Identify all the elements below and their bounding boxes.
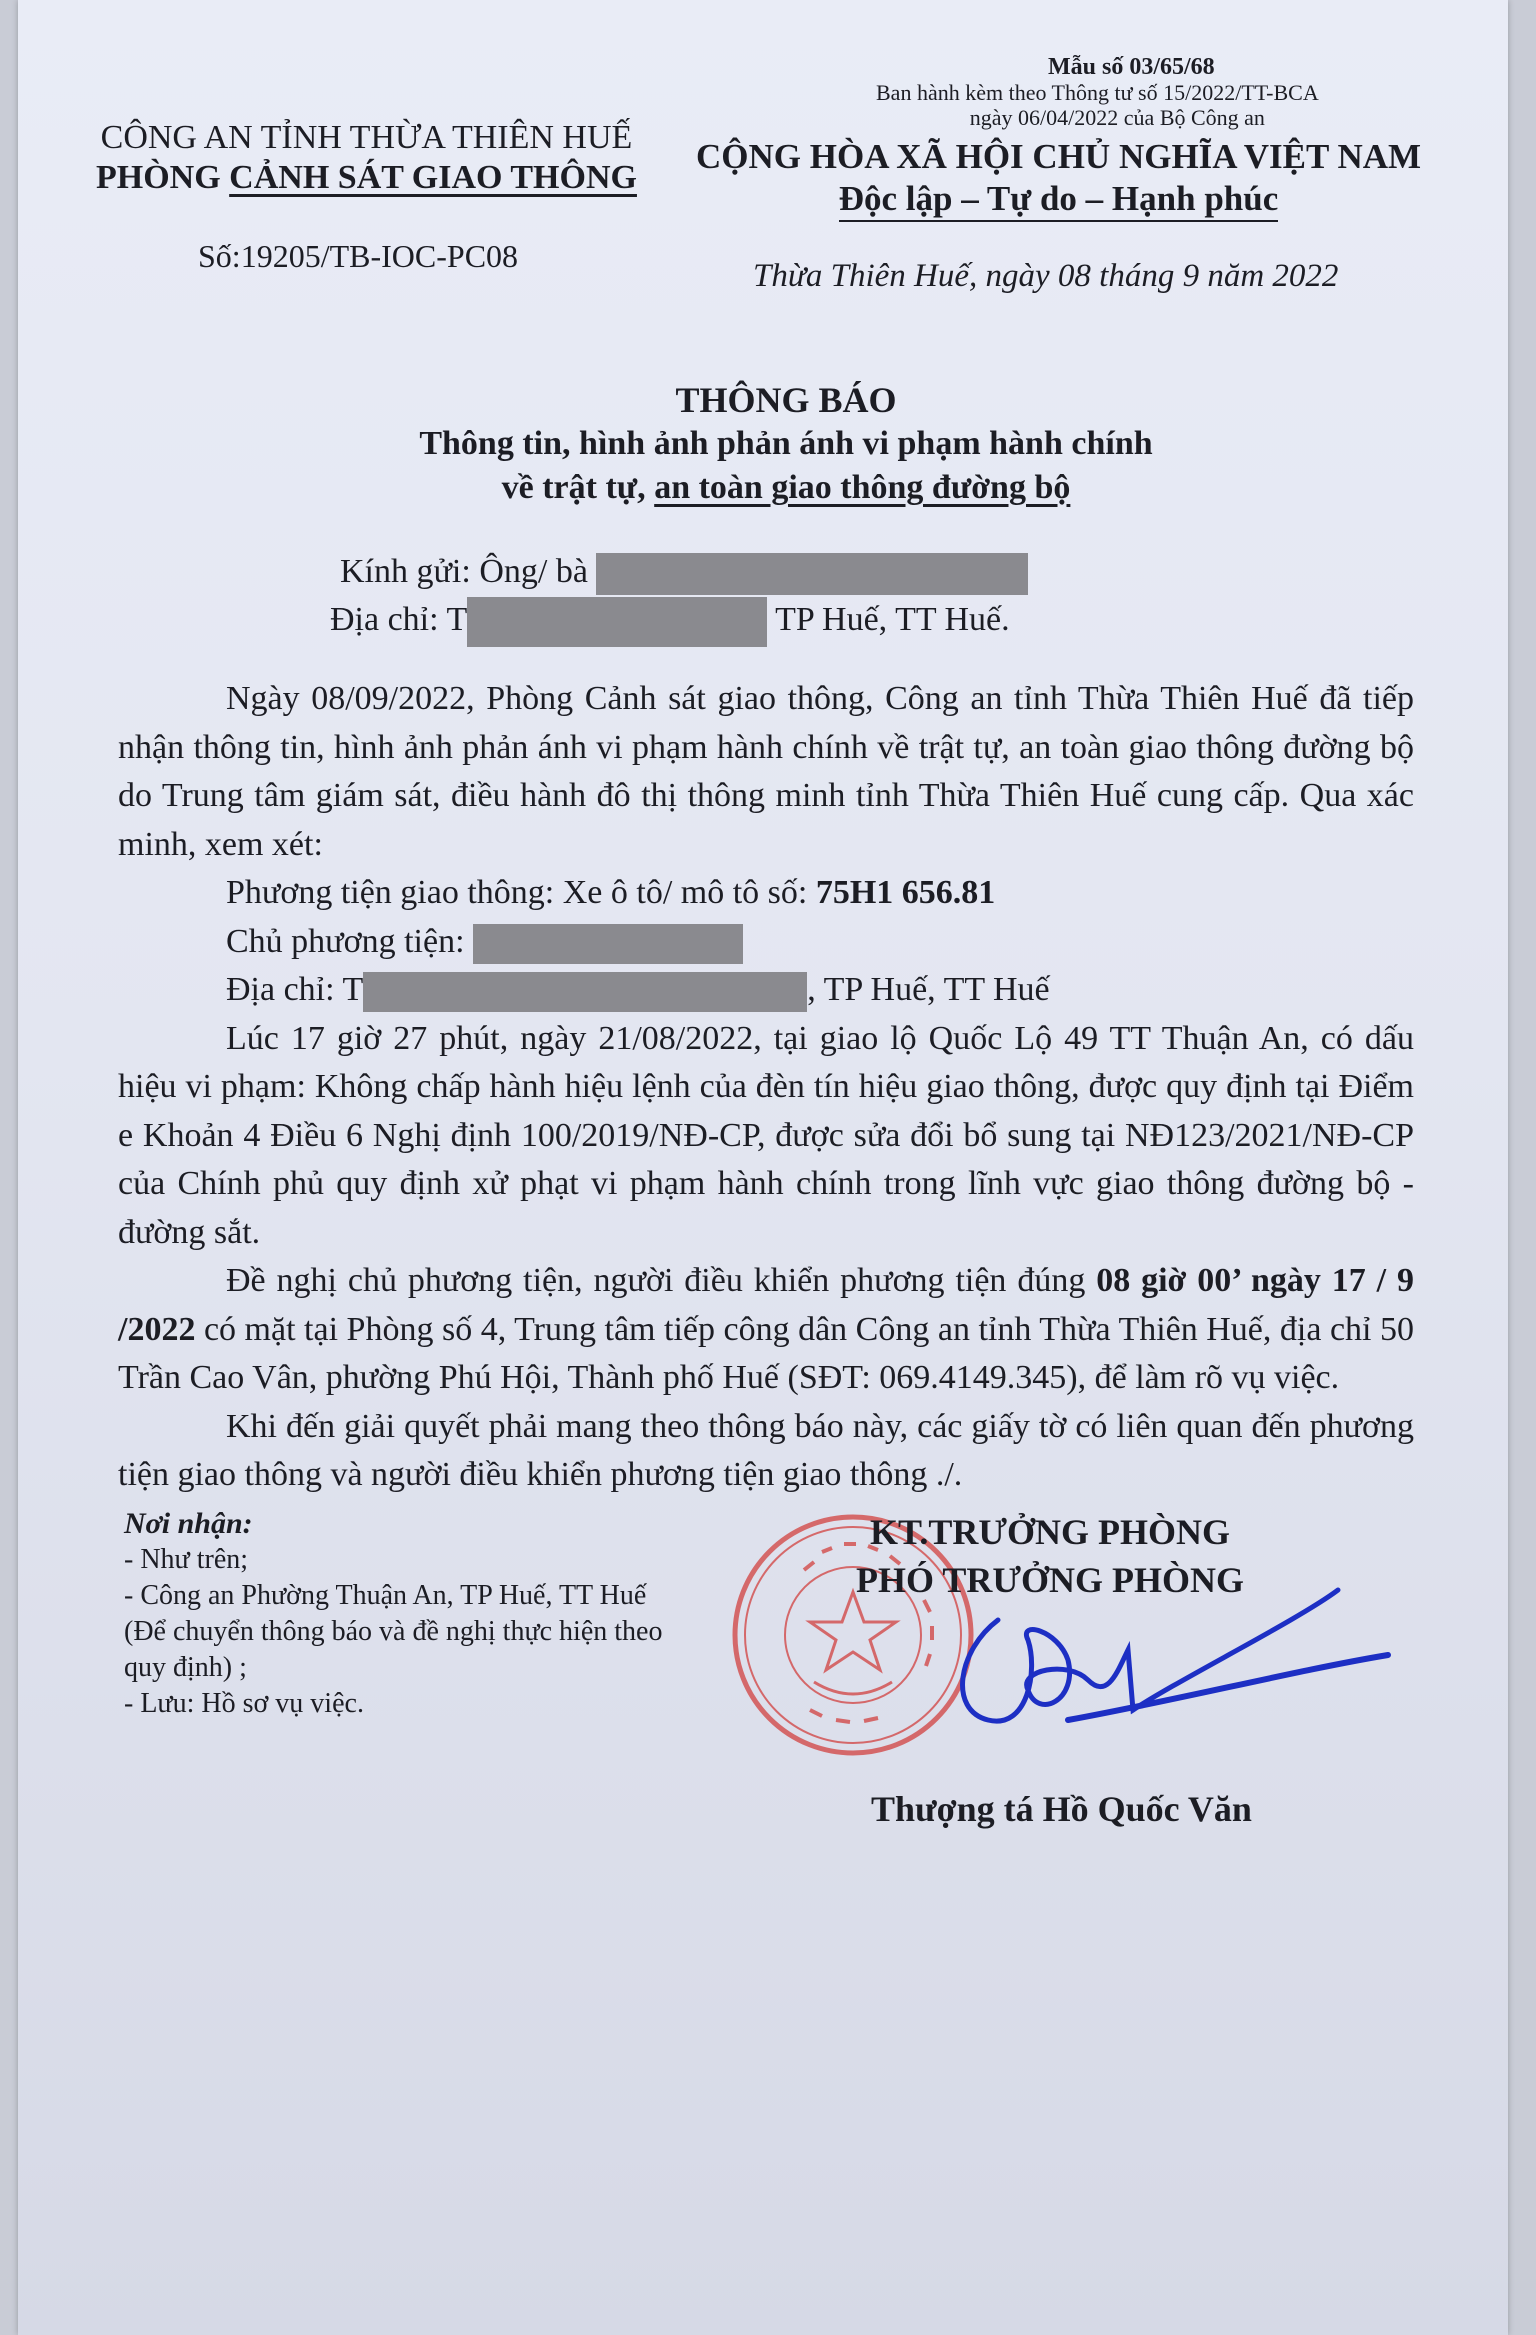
recipients-item: quy định) ; [124, 1652, 247, 1683]
body-paragraph-3 [118, 1257, 1414, 1403]
vehicle-label: Phương tiện giao thông: Xe ô tô/ mô tô số: [226, 874, 816, 911]
body-paragraph-1: Ngày 08/09/2022, Phòng Cảnh sát giao thông, Công an tỉnh Thừa Thiên Huế đã tiếp nhận thông tin, hình ảnh phản ánh vi phạm hành chính về trật tự, an toàn giao thông đường bộ do Trung tâm giám sát, điều hành đô thị thông minh tỉnh Thừa Thiên Huế cung cấp. Qua xác minh, xem xét: [118, 680, 1414, 863]
recipient-line [340, 548, 1028, 596]
recipients-heading: Nơi nhận: [124, 1507, 253, 1540]
recipient-address-suffix: TP Huế, TT Huế. [767, 601, 1010, 638]
redaction-box [467, 597, 767, 647]
title-sub2-b: an toàn giao thông đường bộ [654, 469, 1071, 506]
agency-line2 [96, 158, 637, 198]
form-issued-line2: ngày 06/04/2022 của Bộ Công an [969, 105, 1265, 130]
agency-line1: CÔNG AN TỈNH THỪA THIÊN HUẾ [100, 119, 633, 156]
para3-a: Đề nghị chủ phương tiện, người điều khiển phương tiện đúng [226, 1262, 1097, 1299]
agency-line2-underlined: CẢNH SÁT GIAO THÔNG [229, 159, 637, 196]
para3-b: có mặt tại Phòng số 4, Trung tâm tiếp công dân Công an tỉnh Thừa Thiên Huế, địa chỉ 50 Trần Cao Vân, phường Phú Hội, Thành phố Huế (SĐT: 069.4149.345), để làm rõ vụ việc. [118, 1310, 1414, 1396]
owner-line [118, 918, 1414, 967]
country-name: CỘNG HÒA XÃ HỘI CHỦ NGHĨA VIỆT NAM [696, 137, 1422, 176]
recipients-list [124, 1506, 662, 1722]
signature-line1: KT.TRƯỞNG PHÒNG [870, 1512, 1230, 1552]
recipients-item: - Lưu: Hồ sơ vụ việc. [124, 1688, 364, 1719]
form-issued-line1: Ban hành kèm theo Thông tư số 15/2022/TT-BCA [876, 80, 1319, 105]
owner-address-suffix: , TP Huế, TT Huế [807, 971, 1050, 1008]
national-motto [696, 178, 1421, 220]
place-date: Thừa Thiên Huế, ngày 08 tháng 9 năm 2022 [753, 258, 1339, 294]
agency-header [96, 118, 637, 198]
document-title [18, 378, 1536, 510]
appointment-time: 08 giờ 00’ ngày 17 / 9 /2022 [118, 1262, 1415, 1348]
handwritten-signature-icon [918, 1560, 1418, 1760]
owner-address-label: Địa chỉ: T [226, 971, 364, 1008]
title-main: THÔNG BÁO [675, 380, 897, 420]
national-motto-text: Độc lập – Tự do – Hạnh phúc [839, 179, 1279, 222]
recipient-greeting: Kính gửi: Ông/ bà [340, 553, 597, 590]
owner-address-line [118, 966, 1414, 1015]
document-number: Số:19205/TB-IOC-PC08 [198, 238, 519, 274]
recipient-block [330, 548, 1028, 647]
vehicle-plate: 75H1 656.81 [815, 874, 996, 911]
recipients-item: (Để chuyển thông báo và đề nghị thực hiện theo [124, 1616, 663, 1647]
redaction-box [363, 972, 807, 1012]
form-issued-note [876, 80, 1319, 130]
redaction-box [596, 553, 1028, 595]
national-header [696, 136, 1421, 220]
body-paragraph-2: Lúc 17 giờ 27 phút, ngày 21/08/2022, tại giao lộ Quốc Lộ 49 TT Thuận An, có dấu hiệu vi phạm: Không chấp hành hiệu lệnh của đèn tín hiệu giao thông, được quy định tại Điểm e Khoản 4 Điều 6 Nghị định 100/2019/NĐ-CP, được sửa đổi bổ sung tại NĐ123/2021/NĐ-CP của Chính phủ quy định xử phạt vi phạm hành chính trong lĩnh vực giao thông đường bộ - đường sắt. [118, 1019, 1414, 1251]
title-sub1: Thông tin, hình ảnh phản ánh vi phạm hành chính [419, 425, 1153, 462]
owner-label: Chủ phương tiện: [226, 922, 474, 960]
recipient-address-line [330, 596, 1028, 647]
recipient-address-label: Địa chỉ: T [330, 601, 468, 638]
recipients-item: - Như trên; [124, 1544, 249, 1575]
title-sub2 [18, 466, 1536, 510]
body-paragraph-4: Khi đến giải quyết phải mang theo thông báo này, các giấy tờ có liên quan đến phương tiện giao thông và người điều khiển phương tiện giao thông ./. [118, 1407, 1414, 1493]
form-number: Mẫu số 03/65/68 [1048, 54, 1215, 80]
document-page [18, 0, 1508, 2335]
notice-body [118, 675, 1414, 1500]
agency-line2-prefix: PHÒNG [96, 159, 230, 196]
signer-name: Thượng tá Hồ Quốc Văn [871, 1789, 1252, 1829]
title-sub2-a: về trật tự, [501, 469, 655, 506]
recipients-item: - Công an Phường Thuận An, TP Huế, TT Huế [124, 1580, 647, 1611]
redaction-box [473, 924, 743, 964]
vehicle-line [118, 869, 1414, 918]
signature-line2: PHÓ TRƯỞNG PHÒNG [856, 1560, 1245, 1600]
